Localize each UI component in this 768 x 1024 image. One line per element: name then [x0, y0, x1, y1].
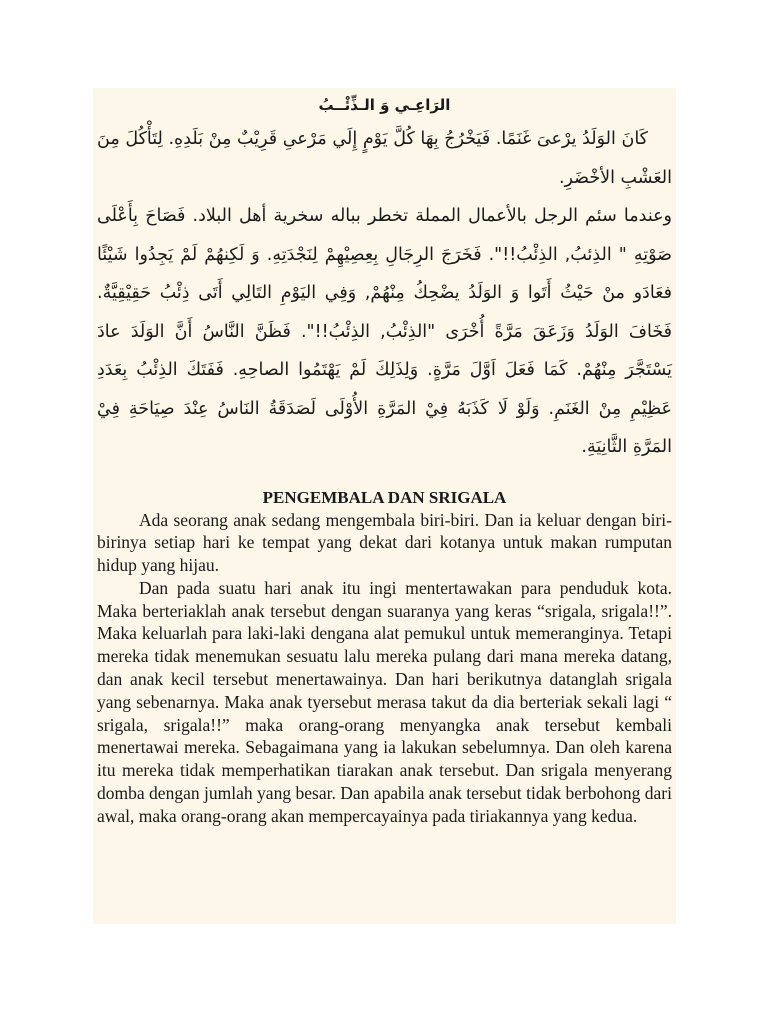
indonesian-paragraph: Ada seorang anak sedang mengembala biri-biri. Dan ia keluar dengan biri-birinya setiap hari ke tempat yang dekat dari kotanya untuk makan rumputan hidup yang hijau.	[97, 509, 672, 576]
document-page	[93, 88, 676, 924]
indonesian-paragraph: Dan pada suatu hari anak itu ingi mentertawakan para penduduk kota. Maka berteriaklah anak tersebut dengan suaranya yang keras “srigala, srigala!!”. Maka keluarlah para laki-laki dengana alat pemukul untuk memeranginya. Tetapi mereka tidak menemukan sesuatu lalu mereka pulang dari mana mereka datang, dan anak kecil tersebut menertawainya. Dan hari berikutnya datanglah srigala yang sebenarnya. Maka anak tyersebut merasa takut da dia berteriak sekali lagi “ srigala, srigala!!” maka orang-orang menyangka anak tersebut kembali menertawai mereka. Sebagaimana yang ia lakukan sebelumnya. Dan oleh karena itu mereka tidak memperhatikan tiarakan anak tersebut. Dan srigala menyerang domba dengan jumlah yang besar. Dan apabila anak tersebut tidak berbohong dari awal, maka orang-orang akan mempercayainya pada tiriakannya yang kedua.	[97, 577, 672, 826]
arabic-paragraph: كَانَ الوَلَدُ يرْعىَ غَنَمًا. فَيَخْرُجُ بِهَا كُلَّ يَوْمٍ إِلَي مَرْعىِ قَرِيْبٌ مِنْ بَلَدِهِ. لِتَأْكُلَ مِنَ العَشْبِ الأخْضَرِ.	[97, 129, 672, 188]
arabic-paragraph: وعندما سئم الرجل بالأعمال المملة تخطر بباله سخرية أهل البلاد. فَصَاحَ بِأَعْلَى صَوْتِهِ " الذِئبُ, الذِئْبُ!!". فَخَرَجَ الرِجَالِ بِعِصِيْهِمْ لِنَجْدَتِهِ. وَ لَكِنهُمْ لَمْ يَجِدُوا شَيْئًا فعَادَو منْ حَيْثُ أَتَوا وَ الوَلَدُ يضْحِكُ مِنْهُمْ, وَفِي اليَوْمِ التَالِي أَتَى ذِئْبُ حَقِيْقِيَّةٌ. فَخَافَ الوَلَدُ وَزَعَقَ مَرَّةً أُخْرَى "الذِئْبُ, الذِئْبُ!!". فَظَنَّ النَّاسُ أَنَّ الوَلَدَ عادَ يَسْتَجَّرَ مِنْهُمْ. كَمَا فَعَلَ اَوَّلَ مَرَّةٍ. وَلِذَلِكَ لَمْ يَهْتَمُوا الصاحِهِ. فَفَتَكَ الذِئْبُ بِعَدَدِ عَظِيْمِ مِنْ الغَنَمِ. وَلَوْ لَا كَذَبَهُ فِيْ المَرَّةِ الأُوْلَى لَصَدَقَةُ النَاسُ عِنْدَ صِيَاحَةِ فِيْ المَرَّةِ الثَّانِيَةِ.	[97, 206, 672, 457]
arabic-text	[97, 120, 672, 467]
indonesian-text	[97, 509, 672, 828]
arabic-title: الرَاعِـي وَ الـذِّئْــبُ	[318, 96, 451, 114]
story-title: PENGEMBALA DAN SRIGALA	[262, 487, 507, 507]
